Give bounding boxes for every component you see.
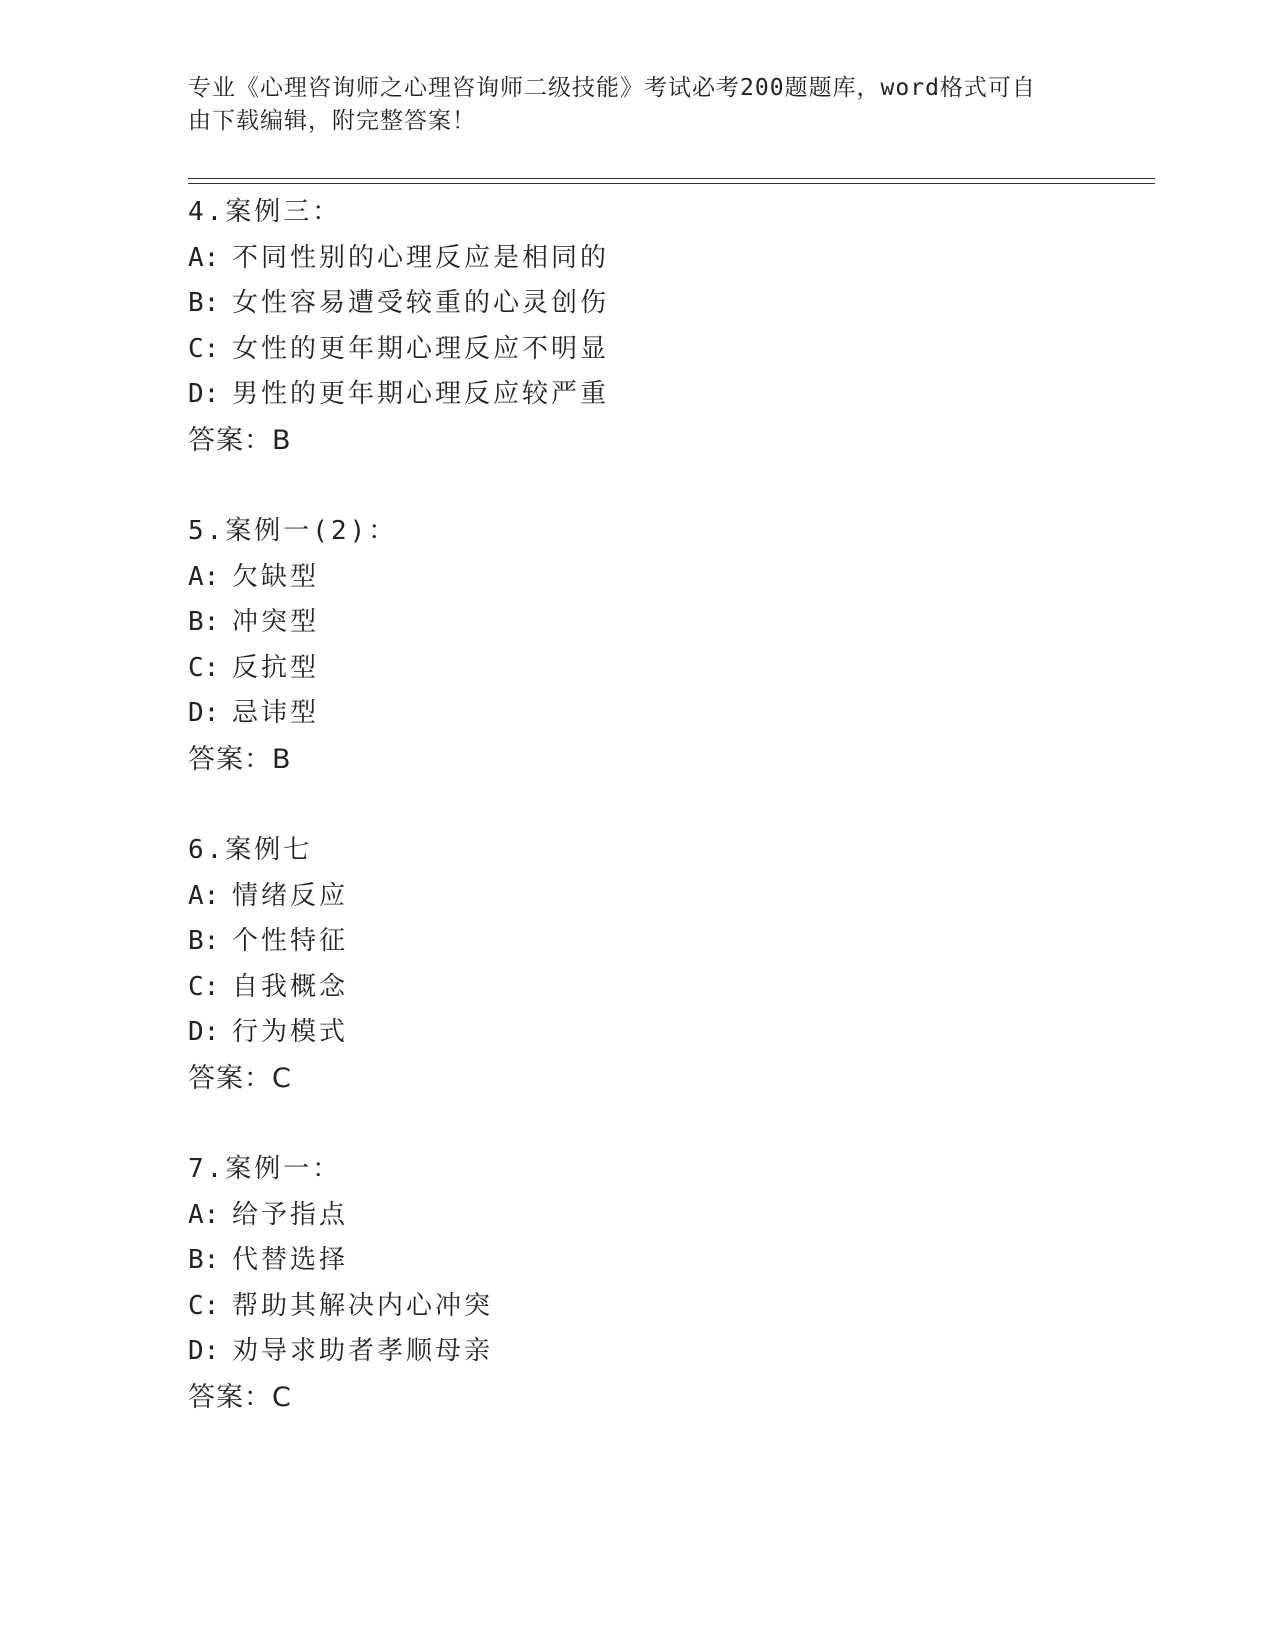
option-b (188, 281, 1138, 327)
answer-line: 答案：B (188, 424, 292, 456)
option-label: C: (188, 652, 220, 683)
document-header (188, 72, 1068, 138)
question-title: 4.案例三： (188, 197, 342, 227)
option-label: C: (188, 333, 220, 364)
question-title: 5.案例一(2)： (188, 516, 398, 546)
option-label: C: (188, 1290, 220, 1321)
header-divider-top (188, 178, 1155, 179)
option-text: 忌讳型 (232, 698, 320, 728)
option-text: 冲突型 (232, 607, 320, 637)
option-label: D: (188, 1017, 220, 1047)
header-divider-bottom (188, 183, 1155, 184)
option-d (188, 691, 1138, 737)
option-text: 女性的更年期心理反应不明显 (232, 333, 610, 364)
option-a (188, 1193, 1138, 1239)
option-text: 不同性别的心理反应是相同的 (232, 242, 610, 273)
option-c (188, 327, 1138, 373)
option-d (188, 372, 1138, 418)
option-b (188, 1238, 1138, 1284)
option-c (188, 646, 1138, 692)
option-c (188, 965, 1138, 1011)
question-4 (188, 190, 1138, 463)
answer-line: 答案：B (188, 743, 292, 775)
question-list (188, 190, 1138, 1420)
question-7 (188, 1147, 1138, 1420)
option-d (188, 1010, 1138, 1056)
option-label: A: (188, 880, 220, 911)
option-text: 劝导求助者孝顺母亲 (232, 1336, 494, 1366)
option-text: 情绪反应 (232, 880, 349, 911)
option-b (188, 600, 1138, 646)
option-c (188, 1284, 1138, 1330)
answer-line: 答案：C (188, 1062, 292, 1094)
question-5 (188, 509, 1138, 782)
header-line-2: 由下载编辑，附完整答案！ (188, 108, 476, 134)
option-label: D: (188, 379, 220, 409)
question-title: 6.案例七 (188, 835, 313, 865)
option-b (188, 919, 1138, 965)
option-text: 男性的更年期心理反应较严重 (232, 379, 610, 409)
option-a (188, 555, 1138, 601)
question-title: 7.案例一： (188, 1154, 342, 1184)
header-line-1: 专业《心理咨询师之心理咨询师二级技能》考试必考200题题库，word格式可自 (188, 75, 1036, 101)
option-label: B: (188, 926, 220, 956)
option-text: 欠缺型 (232, 561, 320, 592)
option-text: 自我概念 (232, 971, 349, 1002)
option-label: C: (188, 971, 220, 1002)
option-label: D: (188, 698, 220, 728)
answer-line: 答案：C (188, 1381, 292, 1413)
option-text: 给予指点 (232, 1199, 349, 1230)
option-label: B: (188, 1245, 220, 1275)
option-text: 行为模式 (232, 1017, 349, 1047)
option-text: 女性容易遭受较重的心灵创伤 (232, 288, 610, 318)
option-label: A: (188, 561, 220, 592)
question-spacer (188, 782, 1138, 828)
option-label: A: (188, 242, 220, 273)
question-6 (188, 828, 1138, 1101)
option-a (188, 236, 1138, 282)
option-label: B: (188, 607, 220, 637)
question-spacer (188, 1101, 1138, 1147)
option-label: A: (188, 1199, 220, 1230)
option-text: 个性特征 (232, 926, 349, 956)
option-text: 帮助其解决内心冲突 (232, 1290, 494, 1321)
option-a (188, 874, 1138, 920)
option-label: B: (188, 288, 220, 318)
option-label: D: (188, 1336, 220, 1366)
option-d (188, 1329, 1138, 1375)
option-text: 反抗型 (232, 652, 320, 683)
question-spacer (188, 463, 1138, 509)
option-text: 代替选择 (232, 1245, 349, 1275)
